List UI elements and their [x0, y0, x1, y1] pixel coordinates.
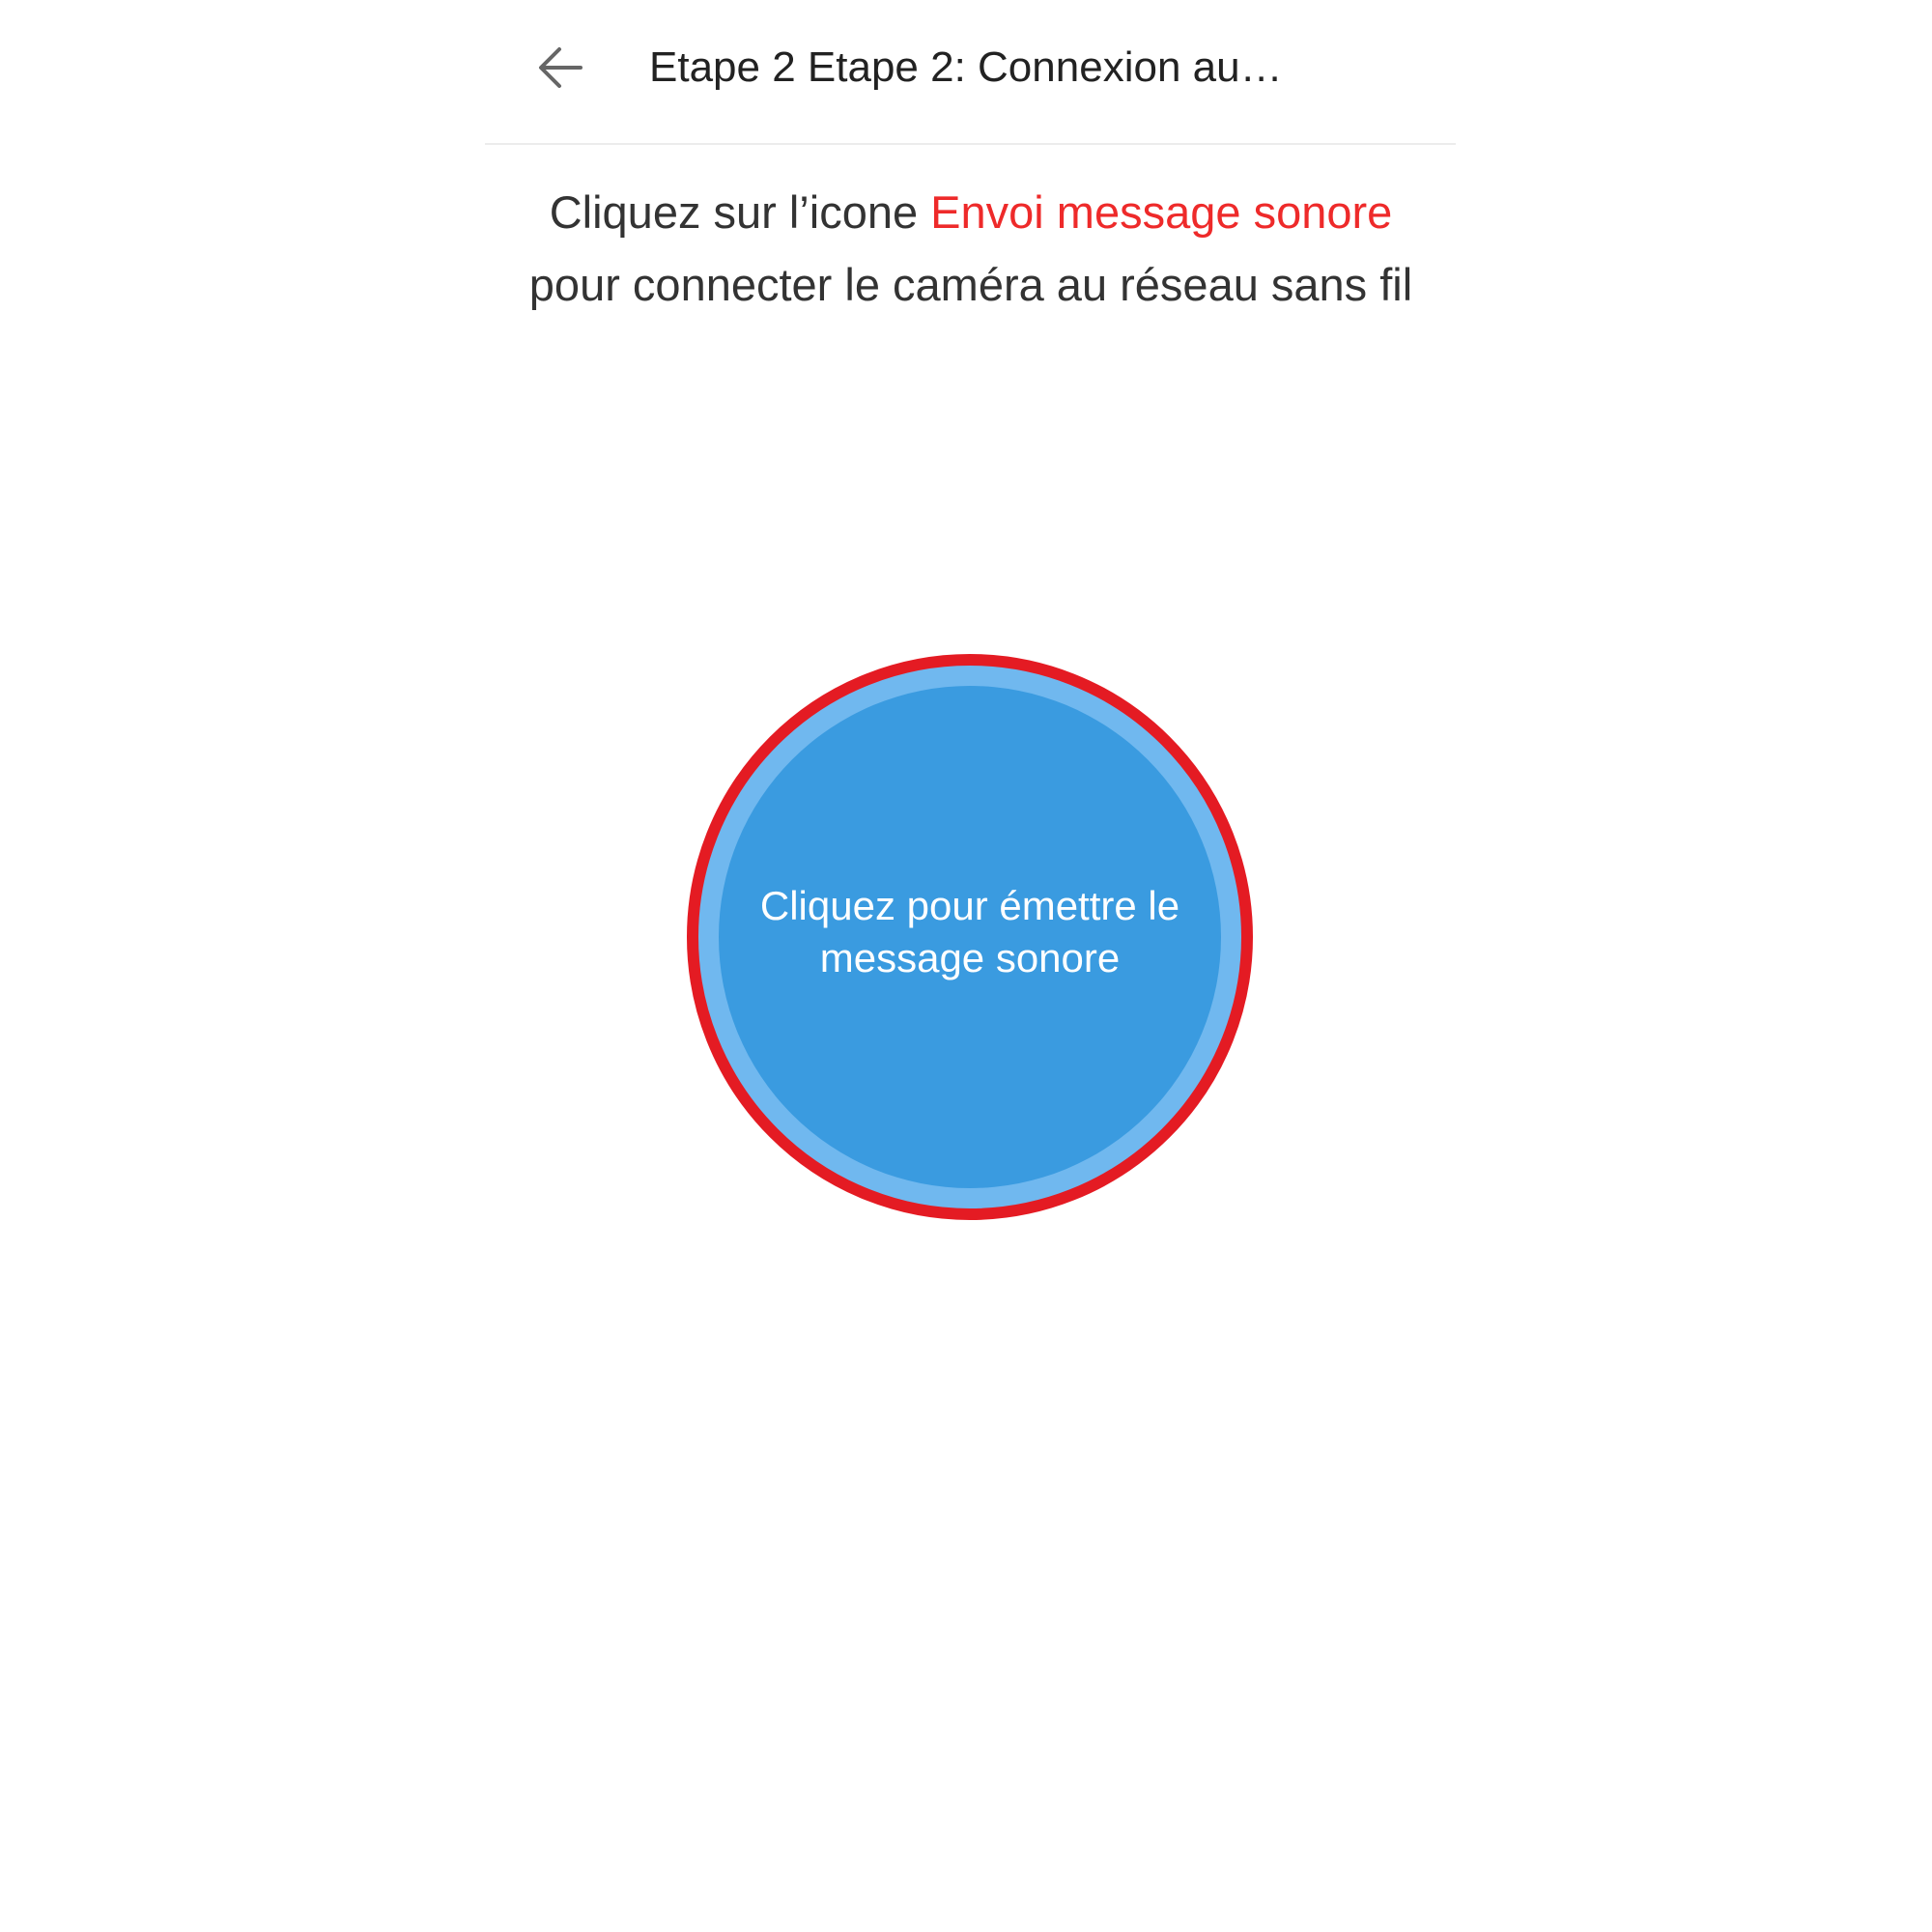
instruction-highlight: Envoi message sonore	[930, 186, 1393, 238]
arrow-left-icon	[536, 45, 584, 90]
instruction-suffix: pour connecter le caméra au réseau sans fil	[528, 259, 1413, 310]
page-title: Etape 2 Etape 2: Connexion au…	[649, 43, 1283, 91]
back-button[interactable]	[527, 35, 593, 100]
emit-sound-button-label: Cliquez pour émettre le message sonore	[759, 883, 1180, 980]
header-bar	[485, 0, 1456, 145]
emit-sound-button[interactable]	[687, 654, 1253, 1220]
emit-sound-button-face[interactable]	[719, 686, 1221, 1188]
instruction-text	[502, 176, 1439, 321]
instruction-prefix: Cliquez sur l’icone	[549, 186, 931, 238]
